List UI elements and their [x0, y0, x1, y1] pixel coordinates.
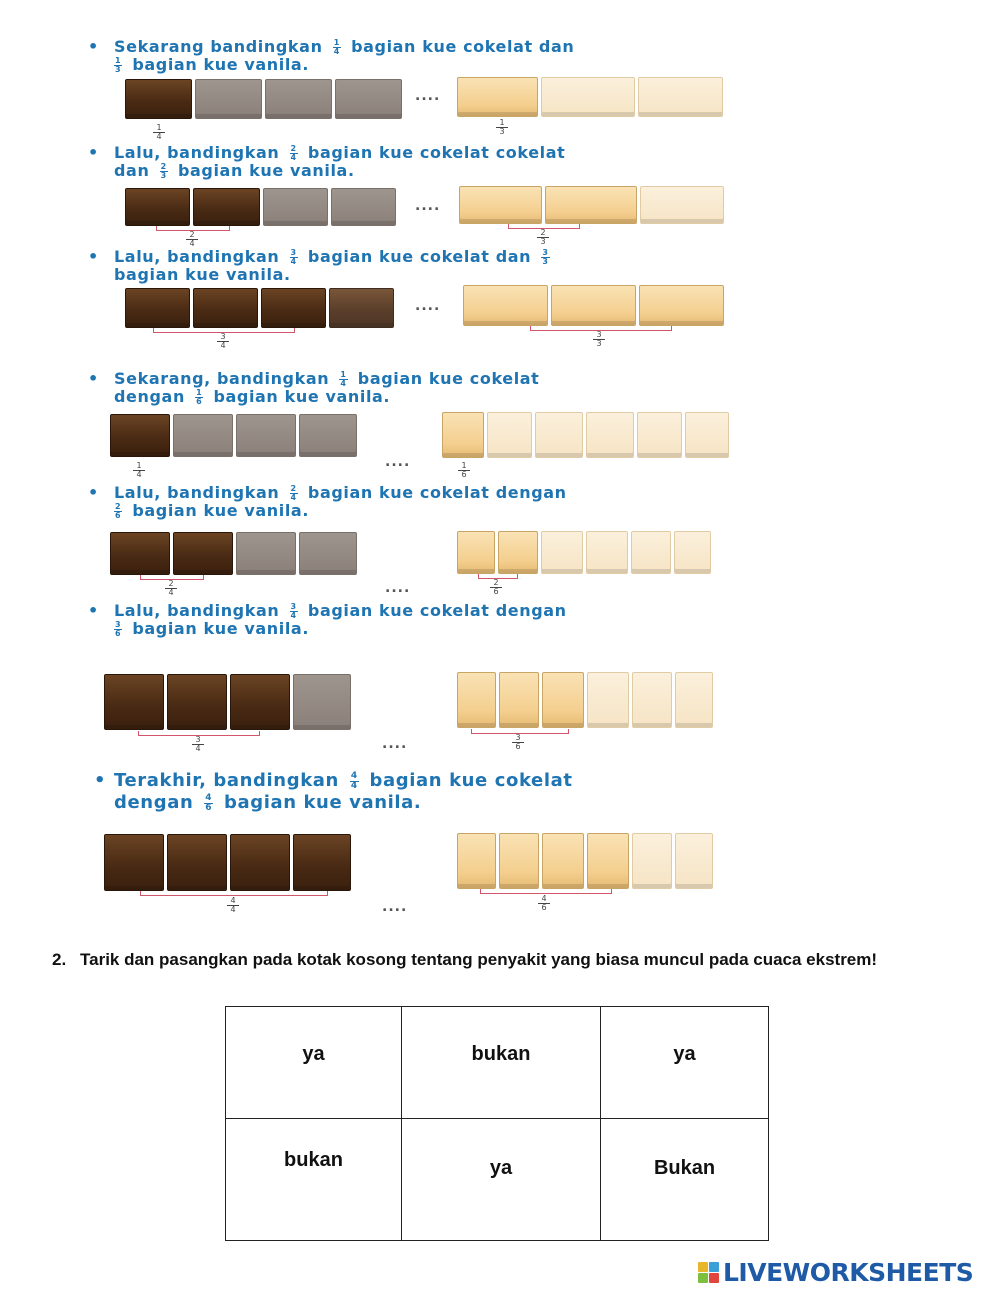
fraction-label: 2 4 [186, 231, 198, 248]
fraction-label: 1 4 [133, 462, 145, 479]
chocolate-bar-5 [110, 532, 360, 575]
answer-cell[interactable]: bukan [226, 1119, 402, 1241]
answer-grid [225, 1006, 769, 1241]
vanilla-bar-2 [459, 186, 727, 224]
question-2 [52, 948, 947, 972]
fraction-label: 3 3 [593, 331, 605, 348]
instruction-7: • Terakhir, bandingkan $\frac{4}{4}$ bagian kue cokelat dengan $\frac{4}{6}$ bagian kue vanila. [94, 770, 573, 813]
comparison-dots: .... [385, 580, 411, 596]
instruction-3: • Lalu, bandingkan $\frac{3}{4}$ bagian kue cokelat dan $\frac{3}{3}$ bagian kue vanila. [88, 247, 549, 284]
question-number: 2. [52, 950, 67, 969]
vanilla-bar-7 [457, 833, 716, 889]
vanilla-bar-1 [457, 77, 726, 117]
instruction-1: • Sekarang bandingkan $\frac{1}{4}$ bagian kue cokelat dan $\frac{1}{3}$ bagian kue vanila. [88, 37, 575, 74]
comparison-dots: .... [382, 736, 408, 752]
liveworksheets-logo [698, 1258, 973, 1287]
answer-cell[interactable]: ya [601, 1007, 769, 1119]
vanilla-bar-3 [463, 285, 727, 326]
comparison-dots: .... [385, 454, 411, 470]
answer-cell[interactable]: Bukan [601, 1119, 769, 1241]
answer-cell[interactable]: bukan [402, 1007, 601, 1119]
fraction-label: 3 4 [192, 736, 204, 753]
brand-name: LIVEWORKSHEETS [723, 1258, 974, 1287]
vanilla-bar-4 [442, 412, 732, 458]
fraction-label: 1 6 [458, 462, 470, 479]
logo-mark-icon [698, 1262, 719, 1283]
answer-cell[interactable]: ya [226, 1007, 402, 1119]
chocolate-bar-6 [104, 674, 354, 730]
fraction-label: 4 6 [538, 895, 550, 912]
chocolate-bar-3 [125, 288, 397, 328]
fraction-label: 3 6 [512, 734, 524, 751]
fraction-label: 2 6 [490, 579, 502, 596]
comparison-dots: .... [382, 899, 408, 915]
instruction-5: • Lalu, bandingkan $\frac{2}{4}$ bagian kue cokelat dengan $\frac{2}{6}$ bagian kue vanila. [88, 483, 567, 520]
vanilla-bar-5 [457, 531, 714, 574]
answer-cell[interactable]: ya [402, 1119, 601, 1241]
fraction-label: 1 4 [153, 124, 165, 141]
chocolate-bar-1 [125, 79, 405, 119]
chocolate-bar-2 [125, 188, 399, 226]
comparison-dots: .... [415, 198, 441, 214]
fraction-label: 4 4 [227, 897, 239, 914]
question-text: Tarik dan pasangkan pada kotak kosong tentang penyakit yang biasa muncul pada cuaca ekstrem! [80, 950, 878, 969]
instruction-4: • Sekarang, bandingkan $\frac{1}{4}$ bagian kue cokelat dengan $\frac{1}{6}$ bagian kue vanila. [88, 369, 540, 406]
fraction-label: 2 3 [537, 229, 549, 246]
fraction-label: 3 4 [217, 333, 229, 350]
instruction-6: • Lalu, bandingkan $\frac{3}{4}$ bagian kue cokelat dengan $\frac{3}{6}$ bagian kue vanila. [88, 601, 567, 638]
vanilla-bar-6 [457, 672, 716, 728]
chocolate-bar-4 [110, 414, 360, 457]
fraction-label: 1 3 [496, 119, 508, 136]
comparison-dots: .... [415, 88, 441, 104]
instruction-2: • Lalu, bandingkan $\frac{2}{4}$ bagian kue cokelat cokelat dan $\frac{2}{3}$ bagian kue vanila. [88, 143, 566, 180]
fraction: $\frac{1}{4}$ [333, 38, 340, 56]
comparison-dots: .... [415, 298, 441, 314]
chocolate-bar-7 [104, 834, 354, 891]
fraction-label: 2 4 [165, 580, 177, 597]
